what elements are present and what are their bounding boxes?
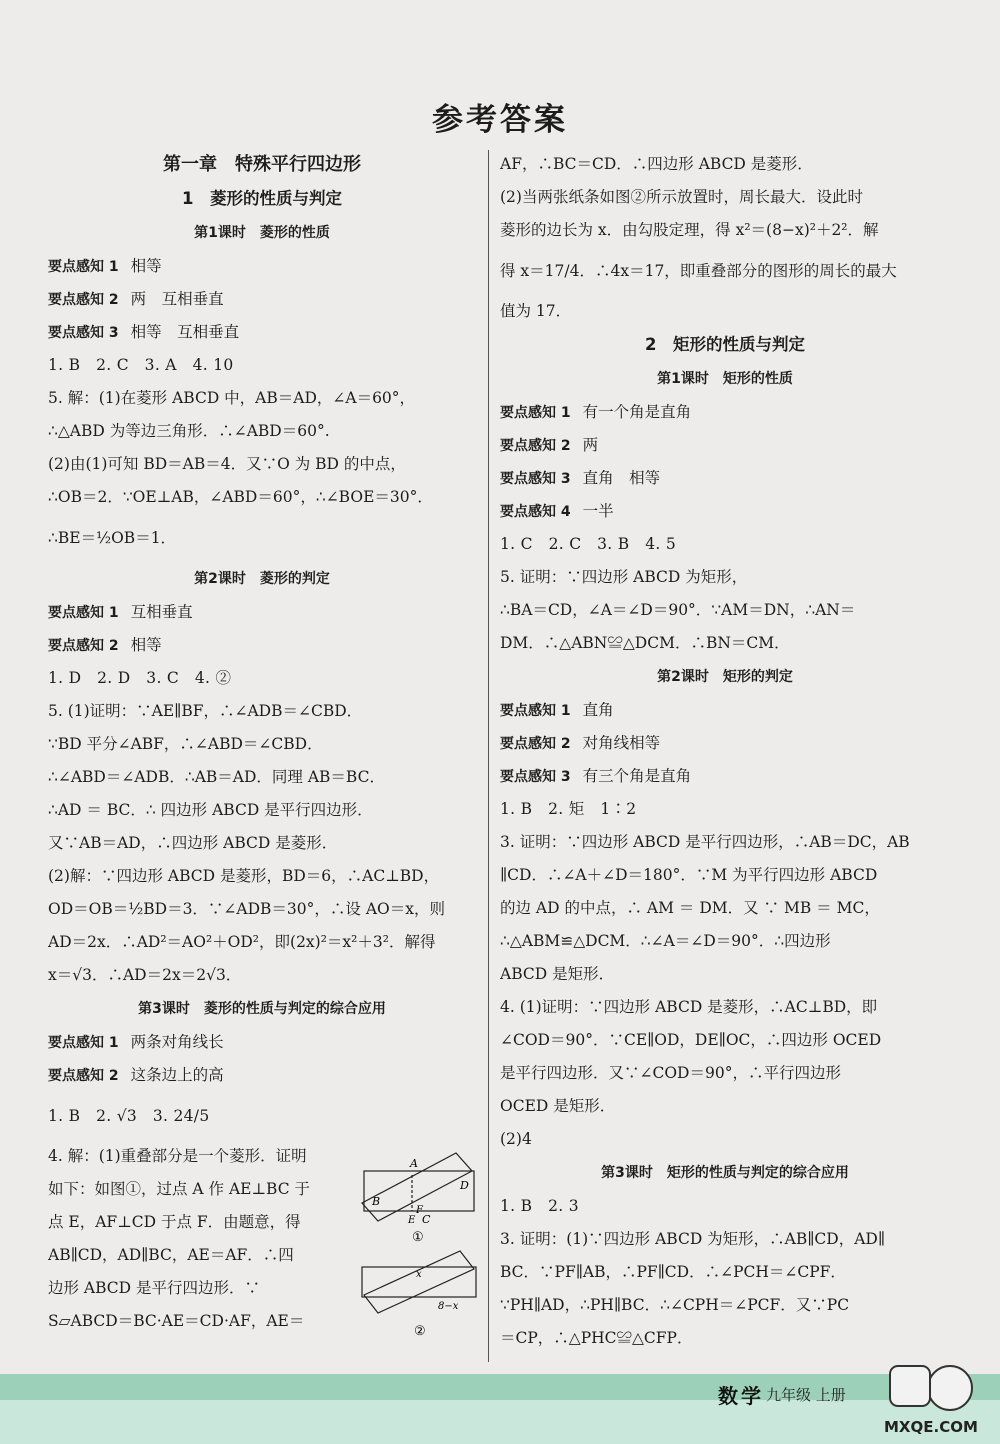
key-point-answer: 直角: [582, 701, 614, 719]
key-point-answer: 相等 互相垂直: [130, 323, 240, 341]
answer-line: x＝√3．∴AD＝2x＝2√3．: [48, 966, 242, 984]
answer-line: ∵PH∥AD，∴PH∥BC．∴∠CPH＝∠PCF．又∵PC: [500, 1296, 850, 1314]
key-point: [500, 495, 950, 528]
answer-line: 边形 ABCD 是平行四边形．∵: [48, 1279, 261, 1297]
key-point: [500, 462, 950, 495]
right-column: [500, 148, 950, 1355]
lesson-heading: 第1课时 菱形的性质: [194, 225, 330, 241]
key-point-answer: 对角线相等: [582, 734, 661, 752]
key-point-answer: 一半: [582, 502, 614, 520]
answer-line: ∥CD．∴∠A＋∠D＝180°．∵M 为平行四边形 ABCD: [500, 866, 878, 884]
answer-line: 得 x＝17/4．∴4x＝17，即重叠部分的图形的周长的最大: [500, 262, 897, 280]
key-point-label: 要点感知 1: [48, 1035, 119, 1051]
key-point-label: 要点感知 2: [48, 1068, 119, 1084]
answer-line: 1. D 2. D 3. C 4. ②: [48, 669, 232, 687]
rhombus-figures: [360, 1145, 478, 1355]
answer-line: 1. B 2. 3: [500, 1197, 579, 1215]
key-point: [48, 1026, 476, 1059]
answer-line: 4. (1)证明：∵四边形 ABCD 是菱形，∴AC⊥BD，即: [500, 998, 878, 1016]
answer-line: 5. 解：(1)在菱形 ABCD 中，AB＝AD，∠A＝60°，: [48, 389, 416, 407]
lesson-heading: 第2课时 菱形的判定: [194, 571, 330, 587]
key-point: [500, 694, 950, 727]
answer-line: 是平行四边形．又∵∠COD＝90°，∴平行四边形: [500, 1064, 841, 1082]
answer-line: 又∵AB＝AD，∴四边形 ABCD 是菱形．: [48, 834, 338, 852]
key-point-label: 要点感知 1: [500, 703, 571, 719]
key-point-label: 要点感知 2: [48, 292, 119, 308]
answer-line: ∵BD 平分∠ABF，∴∠ABD＝∠CBD．: [48, 735, 323, 753]
key-point-answer: 相等: [130, 636, 162, 654]
figure-2-number: ②: [414, 1324, 426, 1339]
footer-band: [0, 1374, 1000, 1400]
answer-line: ∴OB＝2．∵OE⊥AB，∠ABD＝60°，∴∠BOE＝30°．: [48, 488, 433, 506]
answer-line: 如下：如图①，过点 A 作 AE⊥BC 于: [48, 1180, 311, 1198]
key-point-answer: 有一个角是直角: [582, 403, 692, 421]
answer-line: 1. C 2. C 3. B 4. 5: [500, 535, 677, 553]
lesson-heading: 第3课时 矩形的性质与判定的综合应用: [601, 1165, 849, 1181]
answer-line: 点 E，AF⊥CD 于点 F．由题意，得: [48, 1213, 301, 1231]
answer-line: (2)4: [500, 1130, 532, 1148]
key-point: [500, 396, 950, 429]
answer-line: ABCD 是矩形．: [500, 965, 615, 983]
answer-line: AD＝2x．∴AD²＝AO²＋OD²，即(2x)²＝x²＋3²．解得: [48, 933, 436, 951]
key-point-label: 要点感知 3: [48, 325, 119, 341]
key-point-answer: 互相垂直: [130, 603, 193, 621]
key-point-label: 要点感知 3: [500, 471, 571, 487]
site-watermark-logo: [880, 1360, 995, 1440]
fig-label-d: D: [460, 1179, 469, 1192]
key-point: [48, 596, 476, 629]
footer-subject: 数学: [718, 1384, 764, 1408]
key-point-label: 要点感知 4: [500, 504, 571, 520]
fig-label-e: E: [408, 1215, 416, 1226]
lesson-heading: 第2课时 矩形的判定: [657, 669, 793, 685]
key-point: [48, 316, 476, 349]
chapter-heading: 第一章 特殊平行四边形: [163, 154, 361, 175]
site-watermark-text: MXQE.COM: [884, 1418, 978, 1436]
answer-line: 值为 17．: [500, 302, 572, 320]
key-point: [48, 1059, 476, 1092]
key-point-answer: 这条边上的高: [130, 1066, 224, 1084]
figure-2: [362, 1251, 476, 1313]
answer-line: S▱ABCD＝BC·AE＝CD·AF，AE＝: [48, 1312, 305, 1330]
fig-label-c: C: [422, 1213, 431, 1226]
section-heading: 2 矩形的性质与判定: [645, 335, 805, 354]
key-point-answer: 两: [582, 436, 599, 454]
answer-line: 5. 证明：∵四边形 ABCD 为矩形，: [500, 568, 748, 586]
key-point: [48, 283, 476, 316]
key-point-label: 要点感知 1: [48, 605, 119, 621]
answer-line: 4. 解：(1)重叠部分是一个菱形．证明: [48, 1147, 307, 1165]
key-point-label: 要点感知 1: [48, 259, 119, 275]
answer-line: 的边 AD 的中点，∴ AM ＝ DM．又 ∵ MB ＝ MC，: [500, 899, 880, 917]
fig-label-x: x: [416, 1269, 422, 1280]
key-point-answer: 两条对角线长: [130, 1033, 224, 1051]
answer-line: 3. 证明：∵四边形 ABCD 是平行四边形，∴AB＝DC，AB: [500, 833, 910, 851]
footer-band-lower: [0, 1400, 1000, 1444]
answer-line: ∴△ABD 为等边三角形．∴∠ABD＝60°.: [48, 422, 330, 440]
answer-line: 1. B 2. √3 3. 24/5: [48, 1107, 210, 1125]
lesson-heading: 第3课时 菱形的性质与判定的综合应用: [138, 1001, 386, 1017]
key-point-label: 要点感知 3: [500, 769, 571, 785]
column-divider: [488, 150, 489, 1362]
answer-line: ∴△ABM≌△DCM．∴∠A＝∠D＝90°．∴四边形: [500, 932, 831, 950]
answer-line: ∴BE＝½OB＝1．: [48, 529, 177, 547]
answer-line: 菱形的边长为 x．由勾股定理，得 x²＝(8−x)²＋2²．解: [500, 221, 879, 239]
page-title: 参考答案: [432, 102, 568, 138]
section-heading: 1 菱形的性质与判定: [182, 189, 342, 208]
answer-line: OD＝OB＝½BD＝3．∵∠ADB＝30°，∴设 AO＝x，则: [48, 900, 445, 918]
key-point-label: 要点感知 2: [500, 736, 571, 752]
lesson-heading: 第1课时 矩形的性质: [657, 371, 793, 387]
answer-line: ∠COD＝90°．∵CE∥OD，DE∥OC，∴四边形 OCED: [500, 1031, 882, 1049]
answer-line: ∴AD ＝ BC．∴ 四边形 ABCD 是平行四边形．: [48, 801, 373, 819]
figure-1-number: ①: [412, 1230, 424, 1245]
answer-line: (2)解：∵四边形 ABCD 是菱形，BD＝6，∴AC⊥BD，: [48, 867, 440, 885]
answer-line: 3. 证明：(1)∵四边形 ABCD 为矩形，∴AB∥CD，AD∥: [500, 1230, 885, 1248]
answer-line: BC．∵PF∥AB，∴PF∥CD．∴∠PCH＝∠CPF．: [500, 1263, 846, 1281]
answer-line: OCED 是矩形．: [500, 1097, 616, 1115]
fig-label-f: F: [416, 1205, 423, 1216]
key-point: [500, 760, 950, 793]
key-point-answer: 有三个角是直角: [582, 767, 692, 785]
answer-line: ∴BA＝CD，∠A＝∠D＝90°．∵AM＝DN，∴AN＝: [500, 601, 856, 619]
key-point-answer: 直角 相等: [582, 469, 661, 487]
key-point-answer: 两 互相垂直: [130, 290, 224, 308]
answer-line: ∴∠ABD＝∠ADB．∴AB＝AD．同理 AB＝BC．: [48, 768, 385, 786]
key-point-label: 要点感知 2: [500, 438, 571, 454]
answer-line: (2)由(1)可知 BD＝AB＝4．又∵O 为 BD 的中点，: [48, 455, 406, 473]
answer-line: 1. B 2. C 3. A 4. 10: [48, 356, 234, 374]
answer-line: (2)当两张纸条如图②所示放置时，周长最大．设此时: [500, 188, 863, 206]
key-point: [48, 250, 476, 283]
footer-grade: 九年级 上册: [766, 1386, 846, 1404]
fig-label-a: A: [410, 1157, 418, 1170]
fig-label-b: B: [372, 1195, 381, 1208]
key-point: [48, 629, 476, 662]
answer-line: 5. (1)证明：∵AE∥BF，∴∠ADB＝∠CBD．: [48, 702, 363, 720]
key-point: [500, 429, 950, 462]
key-point-label: 要点感知 1: [500, 405, 571, 421]
key-point-answer: 相等: [130, 257, 162, 275]
key-point: [500, 727, 950, 760]
key-point-label: 要点感知 2: [48, 638, 119, 654]
answer-line: AB∥CD，AD∥BC，AE＝AF．∴四: [48, 1246, 294, 1264]
answer-line: DM．∴△ABN≌△DCM．∴BN＝CM．: [500, 634, 790, 652]
fig-label-8-x: 8−x: [438, 1301, 459, 1312]
answer-line: ＝CP，∴△PHC≌△CFP．: [500, 1329, 693, 1347]
answer-line: AF，∴BC＝CD．∴四边形 ABCD 是菱形．: [500, 155, 813, 173]
answer-line: 1. B 2. 矩 1∶2: [500, 800, 637, 818]
